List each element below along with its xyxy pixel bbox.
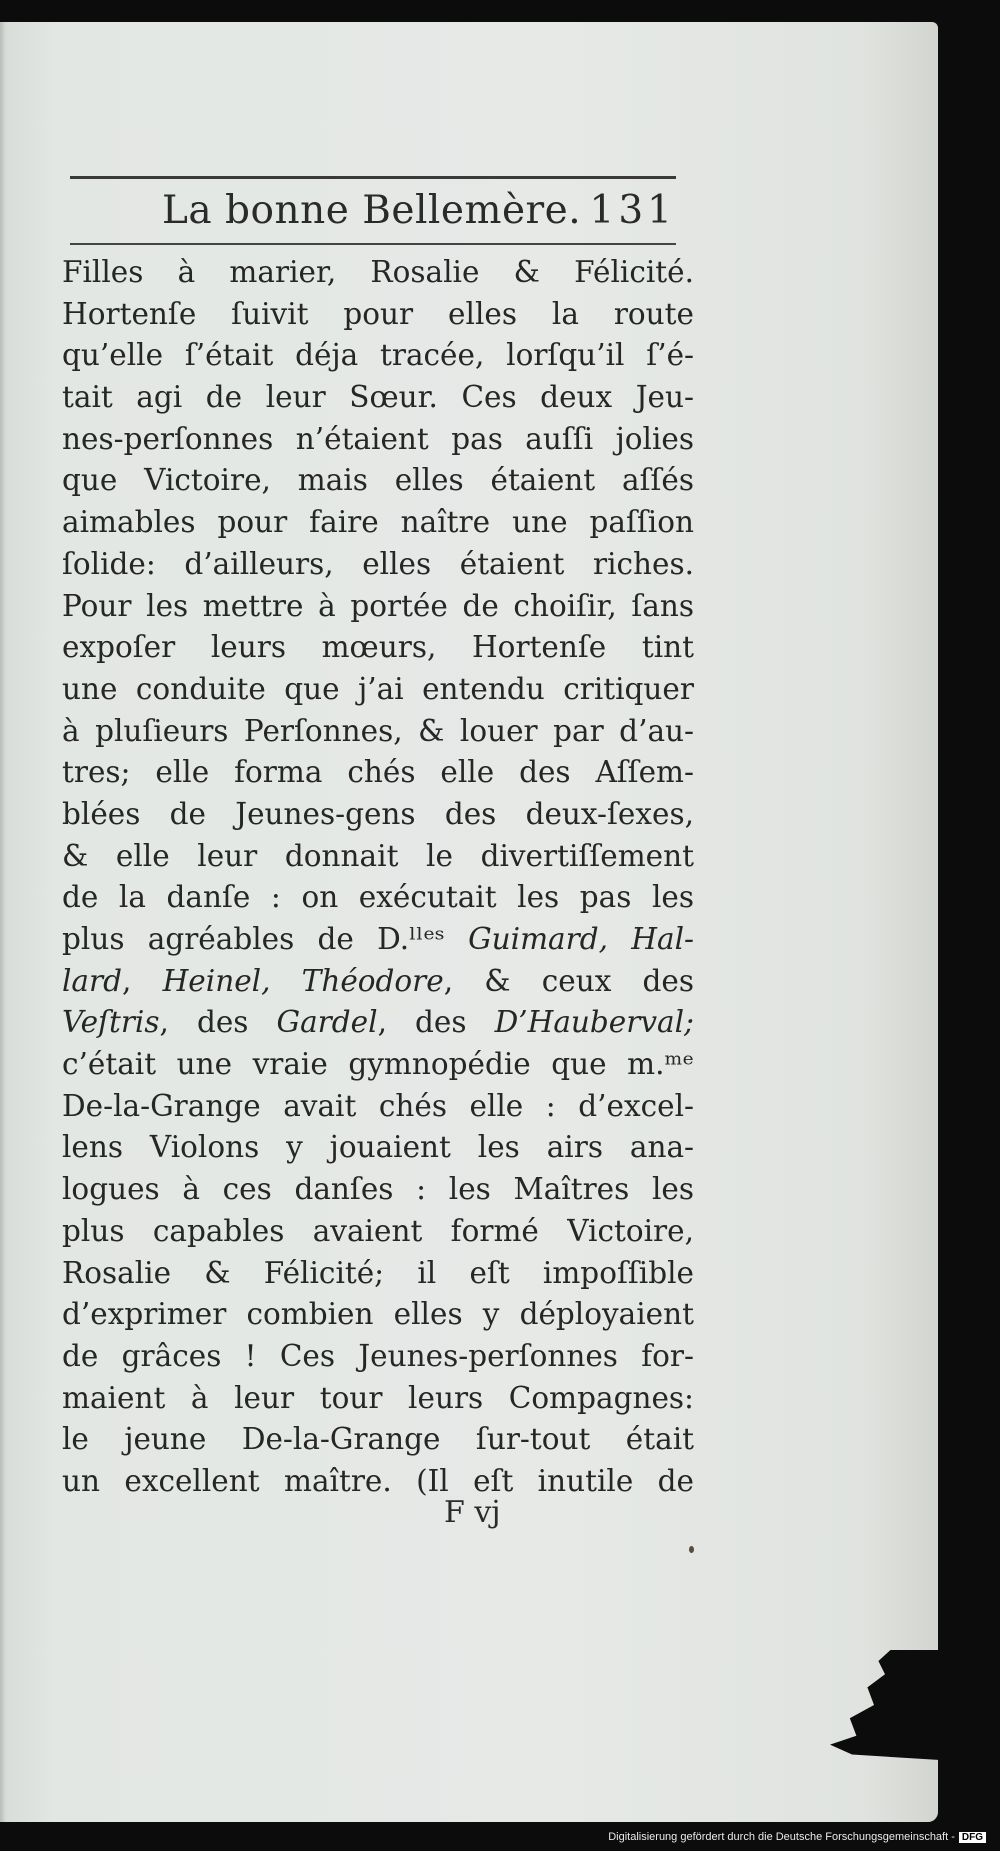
text-line [62,544,694,586]
text-segment: expoſer leurs mœurs, Hortenſe tint [62,630,694,665]
footer-credit [608,1831,986,1843]
text-segment: maient à leur tour leurs Compagnes: [62,1380,694,1415]
text-line [62,586,694,628]
text-line [62,1086,694,1128]
text-line [62,752,694,794]
text-segment: Pour les mettre à portée de choiſir, ſans [62,588,694,623]
text-segment: nes-perſonnes n’étaient pas auſſi jolies [62,421,694,456]
text-line [62,669,694,711]
text-line [62,1002,694,1044]
text-line [62,1378,694,1420]
text-segment: Gardel [276,1005,378,1040]
text-line [62,1253,694,1295]
text-segment: Filles à marier, Rosalie & Félicité. [62,255,694,289]
text-line [62,1461,694,1503]
text-line [62,294,694,336]
text-segment: plus capables avaient formé Victoire, [62,1213,694,1248]
body-text [62,252,694,1503]
text-segment: plus agréables de D.ˡˡᵉˢ [62,922,469,956]
text-segment: une conduite que j’ai entendu critiquer [62,671,694,706]
text-segment: , & ceux des [443,963,694,998]
text-line [62,1336,694,1378]
text-segment: de grâces ! Ces Jeunes-perſonnes for- [62,1338,694,1373]
text-segment: Hortenſe ſuivit pour elles la route [62,296,694,331]
text-line [62,1419,694,1461]
text-line [62,711,694,753]
text-segment: tres; elle forma chés elle des Aſſem- [62,755,694,790]
text-segment: de la danſe : on exécutait les pas les [62,880,694,915]
text-segment: Veſtris [62,1005,160,1040]
header-bottom-rule [70,243,676,245]
text-segment: , [122,963,163,998]
signature-mark: F vj [444,1495,501,1530]
text-line [62,919,694,961]
text-line [62,794,694,836]
footer-credit-text: Digitalisierung gefördert durch die Deutsche Forschungsgemeinschaft - [608,1831,955,1843]
text-segment: , des [377,1005,495,1040]
text-segment: blées de Jeunes-gens des deux-ſexes, [62,796,694,831]
text-line [62,877,694,919]
text-segment: Heinel, Théodore [162,963,444,998]
text-line [62,1211,694,1253]
dfg-logo: DFG [959,1832,986,1843]
text-segment: lard [62,963,123,998]
page-gutter-shadow [0,22,6,1822]
text-segment: à pluſieurs Perſonnes, & louer par d’au- [62,713,694,748]
text-segment: d’exprimer combien elles y déployaient [62,1297,694,1332]
running-header [70,184,676,238]
text-line [62,502,694,544]
text-segment: , des [159,1005,277,1040]
text-line [62,419,694,461]
text-line [62,1294,694,1336]
text-line [62,377,694,419]
text-segment: ſolide: d’ailleurs, elles étaient riches. [62,546,694,581]
text-line [62,1127,694,1169]
text-segment: que Victoire, mais elles étaient aſſés [62,463,694,498]
text-segment: lens Violons y jouaient les airs ana- [62,1130,694,1165]
text-segment: logues à ces danſes : les Maîtres les [62,1172,694,1207]
text-segment: aimables pour faire naître une paſſion [62,505,694,540]
text-segment: Rosalie & Félicité; il eſt impoſſible [62,1255,694,1290]
text-line [62,1169,694,1211]
ink-speck [689,1546,694,1553]
text-segment: c’était une vraie gymnopédie que m.ᵐᵉ [62,1047,694,1082]
text-segment: De-la-Grange avait chés elle : d’excel- [62,1088,694,1123]
text-line [62,627,694,669]
text-segment: le jeune De-la-Grange ſur-tout était [62,1422,694,1457]
text-line [62,335,694,377]
running-title: La bonne Bellemère. [162,188,582,233]
text-segment: D’Hauberval; [494,1005,694,1040]
text-line [62,460,694,502]
text-segment: qu’elle ſ’était déja tracée, lorſqu’il ſ’é- [62,338,694,373]
page-number: 131 [589,188,676,233]
text-segment: un excellent maître. (Il eſt inutile de [62,1463,694,1498]
text-segment: Guimard, Hal- [468,922,694,956]
text-segment: tait agi de leur Sœur. Ces deux Jeu- [62,380,694,415]
text-line [62,252,694,294]
text-segment: & elle leur donnait le divertiſſement [62,838,694,873]
text-line [62,961,694,1003]
text-line [62,1044,694,1086]
header-top-rule [70,176,676,179]
text-line [62,836,694,878]
